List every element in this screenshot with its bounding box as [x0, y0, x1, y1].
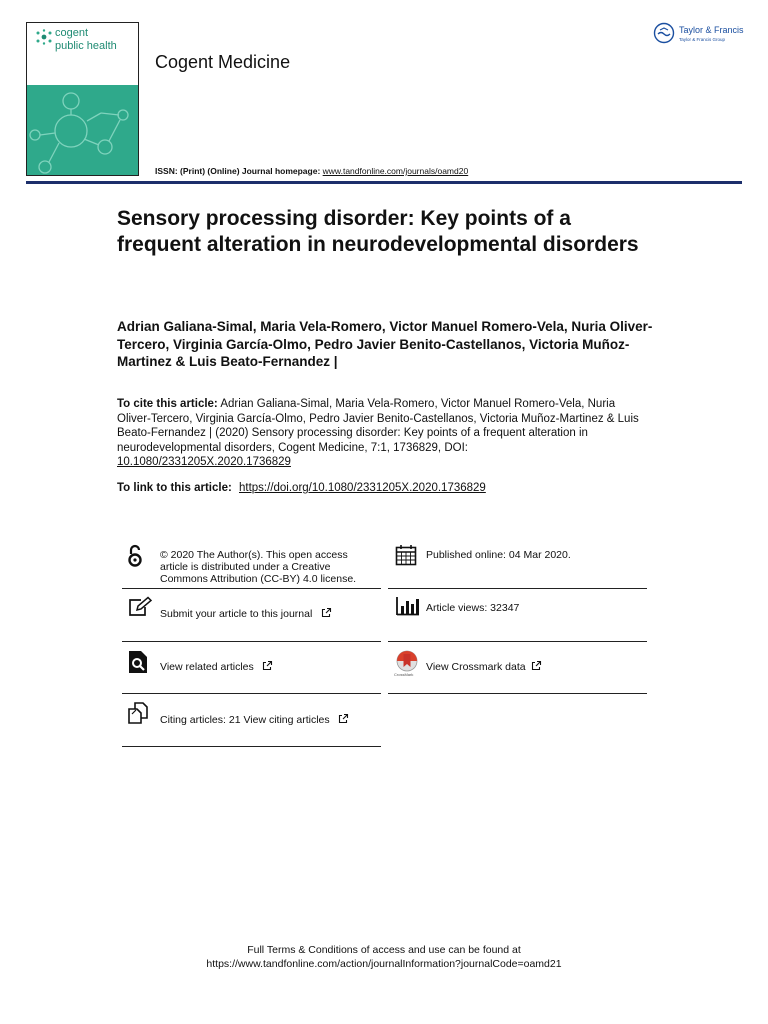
open-access-icon: [127, 543, 143, 569]
article-link-line: [117, 482, 486, 494]
license-text: © 2020 The Author(s). This open access article is distributed under a Creative Commons Attribution (CC-BY) 4.0 license.: [160, 549, 357, 585]
row2-left-divider: [122, 641, 381, 642]
cover-header: [27, 23, 138, 85]
cover-brand-line1: cogent: [55, 27, 89, 39]
crossmark-badge-label: CrossMark: [394, 672, 414, 677]
journal-name: Cogent Medicine: [155, 52, 291, 72]
related-articles-icon[interactable]: [128, 650, 148, 674]
bar-chart-icon: [396, 596, 420, 616]
calendar-icon: [395, 544, 417, 566]
published-date: Published online: 04 Mar 2020.: [426, 549, 571, 561]
issn-text: ISSN: (Print) (Online) Journal homepage:: [155, 166, 323, 176]
external-link-icon: [321, 607, 332, 618]
submit-article-link[interactable]: [160, 604, 332, 622]
taylor-francis-logo-icon: [653, 22, 675, 44]
issn-line: [155, 166, 468, 176]
article-title: Sensory processing disorder: Key points of a frequent alteration in neurodevelopmental disorders: [117, 207, 639, 256]
journal-cover: [26, 22, 139, 176]
citation-block: [117, 397, 642, 470]
row4-left-divider: [122, 746, 381, 747]
citing-articles-label: Citing articles: 21 View citing articles: [160, 714, 330, 726]
article-authors: Adrian Galiana-Simal, Maria Vela-Romero, Victor Manuel Romero-Vela, Nuria Oliver-Tercero, Virginia García-Olmo, Pedro Javier Benito-Castellanos, Victoria Muñoz-Martinez & Luis Beato-Fernandez |: [117, 319, 653, 369]
related-articles-label: View related articles: [160, 661, 254, 673]
publisher-group: Taylor & Francis Group: [679, 37, 726, 42]
molecule-artwork-icon: [27, 85, 139, 176]
crossmark-icon[interactable]: [396, 650, 418, 672]
footer: [0, 943, 768, 971]
journal-homepage-link[interactable]: www.tandfonline.com/journals/oamd20: [322, 166, 469, 176]
row3-right-divider: [388, 693, 647, 694]
citing-articles-icon[interactable]: [128, 702, 154, 724]
citing-articles-link[interactable]: [160, 710, 349, 728]
edit-article-icon[interactable]: [127, 596, 153, 618]
article-link-label: To link to this article:: [117, 482, 235, 494]
external-link-icon: [338, 713, 349, 724]
related-articles-link[interactable]: [160, 657, 273, 675]
molecule-dots-icon: [35, 29, 53, 45]
cover-brand-line2: public health: [55, 40, 117, 52]
crossmark-label: View Crossmark data: [426, 661, 526, 673]
citation-label: To cite this article:: [117, 398, 218, 410]
row1-right-divider: [388, 588, 647, 589]
row1-left-divider: [122, 588, 381, 589]
external-link-icon: [531, 660, 542, 671]
crossmark-link[interactable]: [426, 657, 542, 675]
article-doi-link[interactable]: https://doi.org/10.1080/2331205X.2020.1736829: [239, 482, 486, 494]
cover-artwork: [27, 85, 138, 176]
header-divider: [26, 181, 742, 184]
row2-right-divider: [388, 641, 647, 642]
external-link-icon: [262, 660, 273, 671]
article-views: Article views: 32347: [426, 602, 520, 614]
citation-text: Adrian Galiana-Simal, Maria Vela-Romero, Victor Manuel Romero-Vela, Nuria Oliver-Tercero, Virginia García-Olmo, Pedro Javier Benito-Castellanos, Victoria Muñoz-Martinez & Luis Beato-Fernandez | (2020) Sensory processing disorder: Key points of a frequent alteration in neurodevelopmental disorders, Cogent Medicine, 7:1, 1736829, DOI:: [117, 398, 639, 454]
citation-doi-link[interactable]: 10.1080/2331205X.2020.1736829: [117, 456, 291, 469]
footer-terms-url[interactable]: https://www.tandfonline.com/action/journalInformation?journalCode=oamd21: [206, 958, 562, 970]
publisher-name: Taylor & Francis: [679, 25, 744, 35]
row3-left-divider: [122, 693, 381, 694]
footer-line1: Full Terms & Conditions of access and use can be found at: [247, 944, 521, 956]
submit-article-label: Submit your article to this journal: [160, 608, 313, 620]
